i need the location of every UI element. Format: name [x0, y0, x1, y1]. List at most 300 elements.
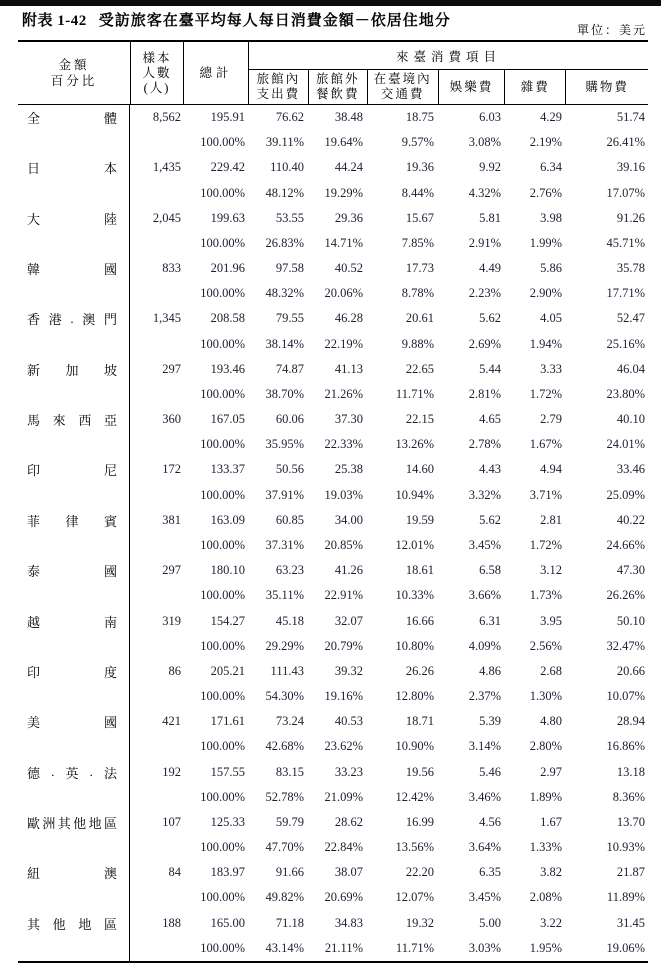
amount-value: 21.87: [616, 865, 645, 880]
row-label: [18, 885, 130, 910]
amount-value: 16.66: [405, 613, 434, 628]
amount-value: 3.33: [540, 361, 562, 376]
amount-value: 4.65: [479, 412, 501, 427]
row-label-char: 亞: [103, 413, 117, 429]
amount-value: 4.80: [540, 714, 562, 729]
percent-value: 26.41%: [606, 135, 645, 150]
table-row-amounts: [18, 357, 648, 382]
amount-value: 73.24: [275, 714, 304, 729]
sample-size-empty: [130, 130, 183, 155]
amount-value: 60.06: [275, 412, 304, 427]
amount-value: 2.79: [540, 412, 562, 427]
amount-value: 91.26: [616, 210, 645, 225]
table-row-percents: [18, 835, 648, 860]
percent-value: 2.08%: [529, 890, 562, 905]
amount-value: 34.00: [334, 512, 363, 527]
row-label-char: 地: [88, 815, 102, 831]
amount-value: 15.67: [405, 210, 434, 225]
amount-value: 111.43: [270, 663, 304, 678]
amount-value: 31.45: [616, 915, 645, 930]
percent-value: 3.32%: [468, 487, 501, 502]
amount-value: 6.34: [540, 160, 562, 175]
row-label: [18, 608, 130, 633]
row-label: [18, 206, 130, 231]
table-row-amounts: [18, 407, 648, 432]
percent-value: 48.32%: [265, 286, 304, 301]
amount-value: 19.59: [405, 512, 434, 527]
row-label-char: 來: [52, 413, 66, 429]
table-row-percents: [18, 130, 648, 155]
percent-value: 100.00%: [200, 235, 245, 250]
percent-value: 4.32%: [468, 185, 501, 200]
row-label-char: 南: [103, 614, 117, 630]
amount-value: 199.63: [210, 210, 245, 225]
amount-value: 28.62: [334, 814, 363, 829]
amount-value: 33.23: [334, 764, 363, 779]
amount-value: 83.15: [275, 764, 304, 779]
amount-value: 52.47: [616, 311, 645, 326]
percent-value: 10.90%: [395, 739, 434, 754]
table-row-percents: [18, 483, 648, 508]
percent-value: 17.07%: [606, 185, 645, 200]
row-label-char: 洲: [42, 815, 56, 831]
row-label: [18, 533, 130, 558]
percent-value: 2.69%: [468, 336, 501, 351]
table-row-amounts: [18, 105, 648, 130]
percent-value: 10.07%: [606, 689, 645, 704]
row-label: [18, 332, 130, 357]
percent-value: 38.70%: [265, 386, 304, 401]
table-row-amounts: [18, 508, 648, 533]
header-meals-expense: [308, 70, 367, 104]
percent-value: 45.71%: [606, 235, 645, 250]
row-label-char: 區: [103, 815, 117, 831]
percent-value: 100.00%: [200, 286, 245, 301]
percent-value: 10.93%: [606, 840, 645, 855]
row-label-char: 國: [103, 262, 117, 278]
amount-value: 5.62: [479, 311, 501, 326]
header-amount-line: 金額: [58, 58, 90, 72]
table-row-percents: [18, 281, 648, 306]
amount-value: 71.18: [275, 915, 304, 930]
percent-value: 100.00%: [200, 689, 245, 704]
amount-value: 125.33: [210, 814, 245, 829]
row-label-char: 他: [52, 916, 66, 932]
sample-size-empty: [130, 684, 183, 709]
unit-label: 單位：美元: [576, 23, 647, 37]
percent-value: 37.31%: [265, 538, 304, 552]
percent-value: 22.91%: [324, 588, 363, 603]
percent-value: 100.00%: [200, 638, 245, 653]
amount-value: 19.56: [405, 764, 434, 779]
amount-value: 6.03: [479, 110, 501, 125]
amount-value: 133.37: [210, 462, 245, 477]
percent-value: 100.00%: [200, 538, 245, 552]
amount-value: 63.23: [275, 563, 304, 578]
amount-value: 91.66: [275, 865, 304, 880]
table-row-amounts: [18, 306, 648, 331]
sample-size-empty: [130, 382, 183, 407]
sample-size-empty: [130, 432, 183, 457]
amount-value: 74.87: [275, 361, 304, 376]
row-label: [18, 231, 130, 256]
row-label: [18, 357, 130, 382]
percent-value: 1.30%: [529, 689, 562, 704]
row-label-char: 韓: [27, 262, 41, 278]
amount-value: 110.40: [270, 160, 304, 175]
row-label-char: .: [89, 764, 93, 780]
sample-size-empty: [130, 483, 183, 508]
row-label-char: 日: [27, 161, 41, 177]
table-row-percents: [18, 231, 648, 256]
percent-value: 2.76%: [529, 185, 562, 200]
amount-value: 41.13: [334, 361, 363, 376]
percent-value: 54.30%: [265, 689, 304, 704]
header-group-title: 來臺消費項目: [249, 42, 648, 70]
percent-value: 10.33%: [395, 588, 434, 603]
row-label-char: 陸: [103, 211, 117, 227]
table-row-percents: [18, 684, 648, 709]
percent-value: 11.89%: [606, 890, 645, 905]
percent-value: 9.57%: [401, 135, 434, 150]
sample-size-empty: [130, 734, 183, 759]
amount-value: 13.18: [616, 764, 645, 779]
header-hotel-expense: [249, 70, 308, 104]
amount-value: 53.55: [275, 210, 304, 225]
row-label: [18, 785, 130, 810]
sample-size-value: 107: [162, 814, 181, 829]
amount-value: 33.46: [616, 462, 645, 477]
row-label-char: 國: [103, 564, 117, 580]
table-row-amounts: [18, 759, 648, 784]
amount-value: 4.49: [479, 261, 501, 276]
amount-value: 154.27: [210, 613, 245, 628]
percent-value: 100.00%: [200, 789, 245, 804]
row-label-char: 泰: [27, 564, 41, 580]
amount-value: 22.65: [405, 361, 434, 376]
row-label: [18, 105, 130, 130]
amount-value: 165.00: [210, 915, 245, 930]
table-row-percents: [18, 382, 648, 407]
sample-size-value: 86: [168, 663, 181, 678]
row-label: [18, 911, 130, 936]
header-meals-line1: 旅館外: [316, 72, 360, 86]
percent-value: 3.71%: [529, 487, 562, 502]
row-label-char: 英: [65, 765, 79, 781]
amount-value: 2.68: [540, 663, 562, 678]
amount-value: 13.70: [616, 814, 645, 829]
percent-value: 7.85%: [401, 235, 434, 250]
amount-value: 18.61: [405, 563, 434, 578]
percent-value: 10.94%: [395, 487, 434, 502]
amount-value: 39.16: [616, 160, 645, 175]
sample-size-value: 319: [162, 613, 181, 628]
amount-value: 3.12: [540, 563, 562, 578]
percent-value: 39.11%: [265, 135, 304, 150]
amount-value: 45.18: [275, 613, 304, 628]
amount-value: 37.30: [334, 412, 363, 427]
amount-value: 22.15: [405, 412, 434, 427]
row-label: [18, 835, 130, 860]
table-row-percents: [18, 332, 648, 357]
percent-value: 21.09%: [324, 789, 363, 804]
table-row-percents: [18, 432, 648, 457]
percent-value: 35.95%: [265, 437, 304, 452]
percent-value: 22.84%: [324, 840, 363, 855]
row-label-char: 香: [27, 312, 41, 328]
percent-value: 3.03%: [468, 940, 501, 955]
table-body: [18, 105, 648, 961]
percent-value: 22.33%: [324, 437, 363, 452]
percent-value: 48.12%: [265, 185, 304, 200]
percent-value: 2.37%: [468, 689, 501, 704]
amount-value: 5.00: [479, 915, 501, 930]
row-label-char: 印: [27, 664, 41, 680]
table-row-amounts: [18, 155, 648, 180]
sample-size-empty: [130, 181, 183, 206]
sample-size-value: 297: [162, 361, 181, 376]
amount-value: 19.32: [405, 915, 434, 930]
header-subcolumns: [249, 70, 648, 104]
amount-value: 47.30: [616, 563, 645, 578]
row-label: [18, 684, 130, 709]
sample-size-empty: [130, 533, 183, 558]
amount-value: 44.24: [334, 160, 363, 175]
row-label: [18, 860, 130, 885]
header-percent-line: 百分比: [50, 74, 98, 88]
page-top-bar: [0, 0, 661, 6]
percent-value: 3.46%: [468, 789, 501, 804]
row-label-char: 法: [103, 765, 117, 781]
row-label: [18, 382, 130, 407]
sample-size-empty: [130, 583, 183, 608]
amount-value: 18.75: [405, 110, 434, 125]
row-label-char: 德: [27, 765, 41, 781]
amount-value: 40.52: [334, 261, 363, 276]
row-label-char: 美: [27, 715, 41, 731]
percent-value: 2.78%: [468, 437, 501, 452]
row-label-char: 區: [103, 916, 117, 932]
table-row-amounts: [18, 709, 648, 734]
row-label: [18, 810, 130, 835]
amount-value: 29.36: [334, 210, 363, 225]
percent-value: 100.00%: [200, 588, 245, 603]
amount-value: 5.46: [479, 764, 501, 779]
percent-value: 100.00%: [200, 185, 245, 200]
percent-value: 43.14%: [265, 940, 304, 955]
percent-value: 11.71%: [395, 386, 434, 401]
percent-value: 19.64%: [324, 135, 363, 150]
row-label-char: 地: [78, 916, 92, 932]
row-label-char: 全: [27, 111, 41, 127]
amount-value: 167.05: [210, 412, 245, 427]
header-sample-line1: 樣本: [142, 50, 172, 65]
percent-value: 42.68%: [265, 739, 304, 754]
amount-value: 6.58: [479, 563, 501, 578]
page-title: [22, 9, 451, 30]
amount-value: 50.56: [275, 462, 304, 477]
sample-size-empty: [130, 231, 183, 256]
row-label-char: 加: [65, 362, 79, 378]
header-entertainment-expense: [438, 70, 505, 104]
percent-value: 3.08%: [468, 135, 501, 150]
row-label-char: 體: [103, 111, 117, 127]
percent-value: 100.00%: [200, 487, 245, 502]
percent-value: 32.47%: [606, 638, 645, 653]
amount-value: 5.86: [540, 261, 562, 276]
amount-value: 4.94: [540, 462, 562, 477]
sample-size-value: 381: [162, 512, 181, 527]
amount-value: 4.86: [479, 663, 501, 678]
amount-value: 40.22: [616, 512, 645, 527]
percent-value: 12.07%: [395, 890, 434, 905]
header-entertainment-line1: 娛樂費: [449, 79, 494, 94]
amount-value: 208.58: [210, 311, 245, 326]
sample-size-empty: [130, 634, 183, 659]
amount-value: 20.61: [405, 311, 434, 326]
row-label: [18, 432, 130, 457]
percent-value: 100.00%: [200, 386, 245, 401]
header-sample-line3: (人): [143, 80, 171, 95]
percent-value: 100.00%: [200, 890, 245, 905]
amount-value: 34.83: [334, 915, 363, 930]
row-label: [18, 281, 130, 306]
amount-value: 4.29: [540, 110, 562, 125]
header-transport-line1: 在臺境內: [373, 72, 432, 86]
sample-size-empty: [130, 835, 183, 860]
percent-value: 22.19%: [324, 336, 363, 351]
percent-value: 25.16%: [606, 336, 645, 351]
amount-value: 39.32: [334, 663, 363, 678]
percent-value: 1.89%: [529, 789, 562, 804]
amount-value: 46.28: [334, 311, 363, 326]
consumption-table: [18, 40, 648, 963]
percent-value: 1.95%: [529, 940, 562, 955]
sample-size-value: 421: [162, 714, 181, 729]
row-label: [18, 558, 130, 583]
row-label-char: 其: [27, 916, 41, 932]
percent-value: 100.00%: [200, 437, 245, 452]
amount-value: 59.79: [275, 814, 304, 829]
row-label-char: 律: [65, 513, 79, 529]
sample-size-value: 188: [162, 915, 181, 930]
row-label-char: 越: [27, 614, 41, 630]
amount-value: 14.60: [405, 462, 434, 477]
header-sample-size: [130, 42, 183, 104]
amount-value: 40.53: [334, 714, 363, 729]
row-label-char: 本: [103, 161, 117, 177]
percent-value: 100.00%: [200, 336, 245, 351]
percent-value: 2.90%: [529, 286, 562, 301]
header-meals-line2: 餐飲費: [316, 87, 360, 101]
table-row-amounts: [18, 206, 648, 231]
row-label: [18, 457, 130, 482]
amount-value: 6.35: [479, 865, 501, 880]
amount-value: 60.85: [275, 512, 304, 527]
sample-size-value: 1,435: [152, 160, 181, 175]
header-shopping-expense: [565, 70, 648, 104]
row-label-char: 歐: [27, 815, 41, 831]
percent-value: 19.29%: [324, 185, 363, 200]
amount-value: 163.09: [210, 512, 245, 527]
amount-value: 4.43: [479, 462, 501, 477]
table-row-amounts: [18, 810, 648, 835]
row-label: [18, 407, 130, 432]
row-label: [18, 659, 130, 684]
percent-value: 11.71%: [395, 940, 434, 955]
amount-value: 180.10: [210, 563, 245, 578]
row-label: [18, 709, 130, 734]
percent-value: 20.69%: [324, 890, 363, 905]
header-transport-expense: [367, 70, 438, 104]
percent-value: 19.16%: [324, 689, 363, 704]
table-row-amounts: [18, 558, 648, 583]
row-label-char: 他: [73, 815, 87, 831]
percent-value: 12.01%: [395, 538, 434, 552]
percent-value: 29.29%: [265, 638, 304, 653]
percent-value: 100.00%: [200, 135, 245, 150]
table-row-percents: [18, 734, 648, 759]
amount-value: 183.97: [210, 865, 245, 880]
amount-value: 205.21: [210, 663, 245, 678]
sample-size-empty: [130, 785, 183, 810]
percent-value: 13.56%: [395, 840, 434, 855]
amount-value: 41.26: [334, 563, 363, 578]
amount-value: 22.20: [405, 865, 434, 880]
amount-value: 229.42: [210, 160, 245, 175]
percent-value: 52.78%: [265, 789, 304, 804]
percent-value: 23.80%: [606, 386, 645, 401]
sample-size-empty: [130, 281, 183, 306]
percent-value: 24.01%: [606, 437, 645, 452]
sample-size-value: 8,562: [152, 110, 181, 125]
header-total-label: 總計: [199, 66, 233, 80]
percent-value: 3.64%: [468, 840, 501, 855]
amount-value: 4.05: [540, 311, 562, 326]
percent-value: 20.85%: [324, 538, 363, 552]
percent-value: 1.33%: [529, 840, 562, 855]
amount-value: 40.10: [616, 412, 645, 427]
percent-value: 3.14%: [468, 739, 501, 754]
table-row-amounts: [18, 659, 648, 684]
amount-value: 18.71: [405, 714, 434, 729]
header-hotel-line1: 旅館內: [256, 72, 301, 86]
percent-value: 3.45%: [468, 538, 501, 552]
row-label: [18, 936, 130, 961]
amount-value: 5.44: [479, 361, 501, 376]
percent-value: 47.70%: [265, 840, 304, 855]
percent-value: 23.62%: [324, 739, 363, 754]
sample-size-value: 833: [162, 261, 181, 276]
amount-value: 2.97: [540, 764, 562, 779]
header-amount-percent: [18, 42, 130, 104]
row-label-char: 新: [27, 362, 41, 378]
row-label-char: 度: [103, 664, 117, 680]
amount-value: 4.56: [479, 814, 501, 829]
percent-value: 1.72%: [529, 386, 562, 401]
row-label: [18, 130, 130, 155]
amount-value: 3.95: [540, 613, 562, 628]
percent-value: 35.11%: [265, 588, 304, 603]
percent-value: 20.79%: [324, 638, 363, 653]
amount-value: 171.61: [210, 714, 245, 729]
row-label: [18, 181, 130, 206]
sample-size-value: 360: [162, 412, 181, 427]
amount-value: 16.99: [405, 814, 434, 829]
row-label: [18, 508, 130, 533]
percent-value: 37.91%: [265, 487, 304, 502]
amount-value: 46.04: [616, 361, 645, 376]
